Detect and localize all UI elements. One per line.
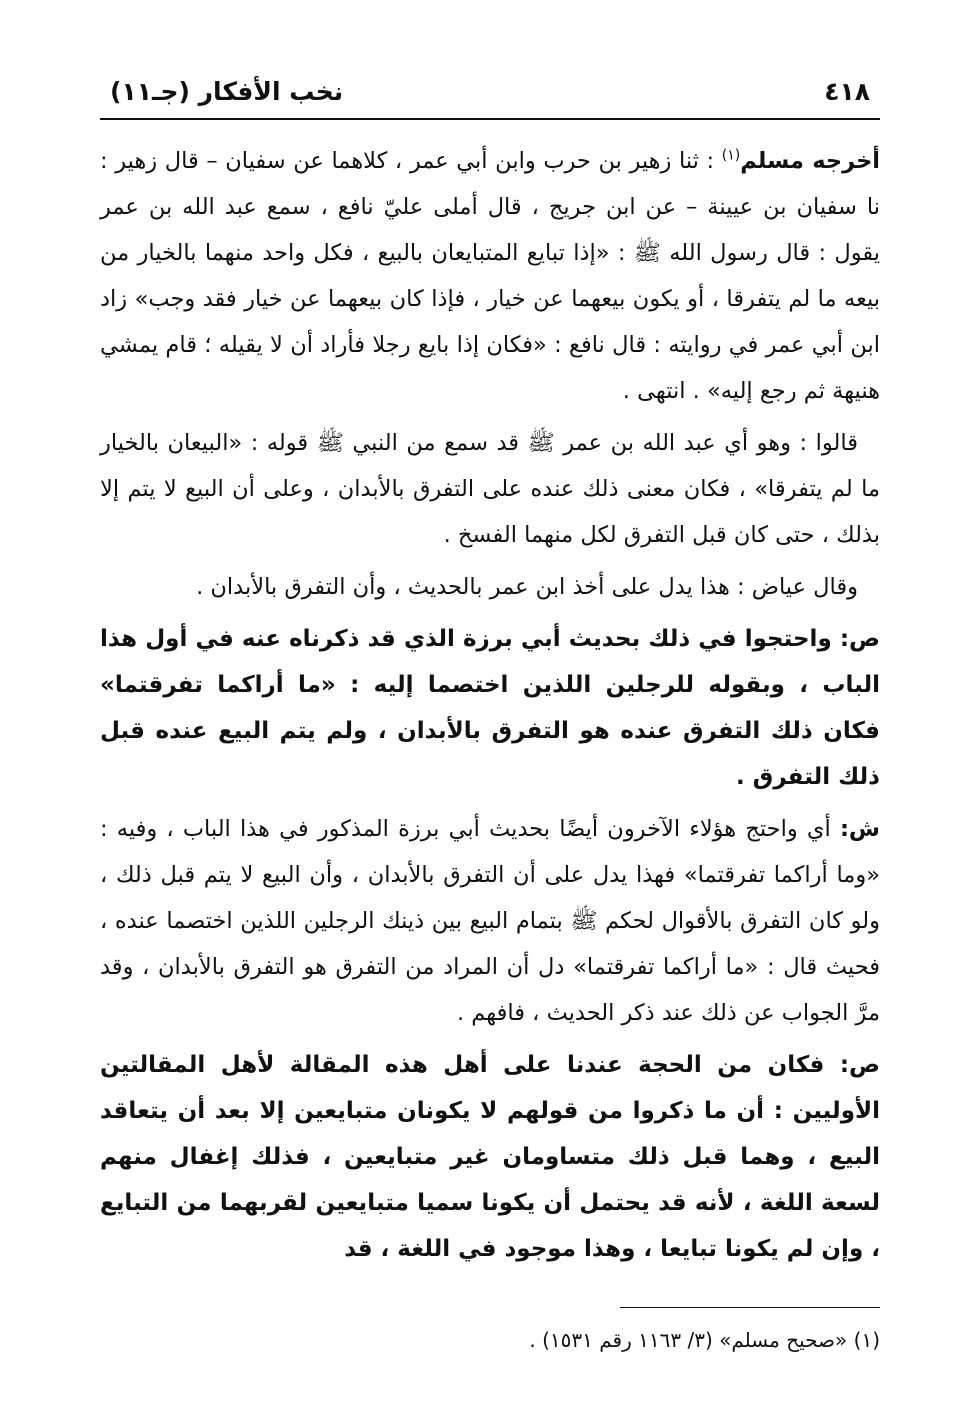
header-divider — [100, 118, 880, 120]
paragraph-muslim-narration — [100, 138, 880, 414]
book-title: نخب الأفكار (جـ١١) — [110, 77, 344, 106]
paragraph-text-matn-1 — [100, 616, 880, 800]
book-page — [100, 70, 880, 1380]
paragraph-text: أي واحتج هؤلاء الآخرون أيضًا بحديث أبي برزة المذكور في هذا الباب ، وفيه : «وما أراكما تفرقتما» فهذا يدل على أن التفرق بالأبدان ، وأن البيع لا يتم قبل ذلك ، ولو كان التفرق بالأقوال لحكم ﷺ بتمام البيع بين ذينك الرجلين اللذين اختصما عنده ، فحيث قال : «ما أراكما تفرقتما» دل أن المراد من التفرق هو التفرق بالأبدان ، وقد مرَّ الجواب عن ذلك عند ذكر الحديث ، فافهم . — [100, 816, 880, 1026]
footnote-reference: (١) — [721, 147, 741, 164]
running-header — [100, 70, 880, 114]
matn-marker: ص: — [839, 1052, 880, 1078]
matn-marker: ص: — [839, 626, 880, 652]
footnote: (١) «صحيح مسلم» (٣/ ١١٦٣ رقم ١٥٣١) . — [529, 1328, 880, 1352]
footnote-divider — [620, 1307, 880, 1308]
paragraph-sharh-1 — [100, 806, 880, 1036]
sharh-marker: ش: — [839, 816, 880, 842]
page-number: ٤١٨ — [824, 77, 870, 106]
paragraph-text: واحتجوا في ذلك بحديث أبي برزة الذي قد ذكرناه عنه في أول هذا الباب ، وبقوله للرجلين اللذين اختصما إليه : «ما أراكما تفرقتما» فكان ذلك التفرق عنده هو التفرق بالأبدان ، ولم يتم البيع عنده قبل ذلك التفرق . — [100, 626, 880, 790]
paragraph-text-matn-2 — [100, 1042, 880, 1272]
paragraph-text: : ثنا زهير بن حرب وابن أبي عمر ، كلاهما عن سفيان – قال زهير : نا سفيان بن عيينة – عن ابن جريج ، قال أملى عليّ نافع ، سمع عبد الله بن عمر يقول : قال رسول الله ﷺ : «إذا تبايع المتبايعان بالبيع ، فكل واحد منهما بالخيار من بيعه ما لم يتفرقا ، أو يكون بيعهما عن خيار ، فإذا كان بيعهما عن خيار فقد وجب» زاد ابن أبي عمر في روايته : قال نافع : «فكان إذا بايع رجلا فأراد أن لا يقيله ؛ قام يمشي هنيهة ثم رجع إليه» . انتهى . — [100, 148, 880, 404]
paragraph-lead: أخرجه مسلم — [740, 148, 881, 174]
paragraph-text: قالوا : وهو أي عبد الله بن عمر ﷺ قد سمع من النبي ﷺ قوله : «البيعان بالخيار ما لم يتفرقا» ، فكان معنى ذلك عنده على التفرق بالأبدان ، وعلى أن البيع لا يتم إلا بذلك ، حتى كان قبل التفرق لكل منهما الفسخ . — [100, 430, 880, 548]
paragraph-text: فكان من الحجة عندنا على أهل هذه المقالة لأهل المقالتين الأوليين : أن ما ذكروا من قولهم لا يكونان متبايعين إلا بعد أن يتعاقد البيع ، وهما قبل ذلك متساومان غير متبايعين ، فذلك إغفال منهم لسعة اللغة ، لأنه قد يحتمل أن يكونا سميا متبايعين لقربهما من التبايع ، وإن لم يكونا تبايعا ، وهذا موجود في اللغة ، قد — [100, 1052, 880, 1262]
paragraph-iyad-comment — [100, 564, 880, 610]
paragraph-text: وقال عياض : هذا يدل على أخذ ابن عمر بالحديث ، وأن التفرق بالأبدان . — [196, 574, 858, 600]
paragraph-ibn-umar-understanding — [100, 420, 880, 558]
